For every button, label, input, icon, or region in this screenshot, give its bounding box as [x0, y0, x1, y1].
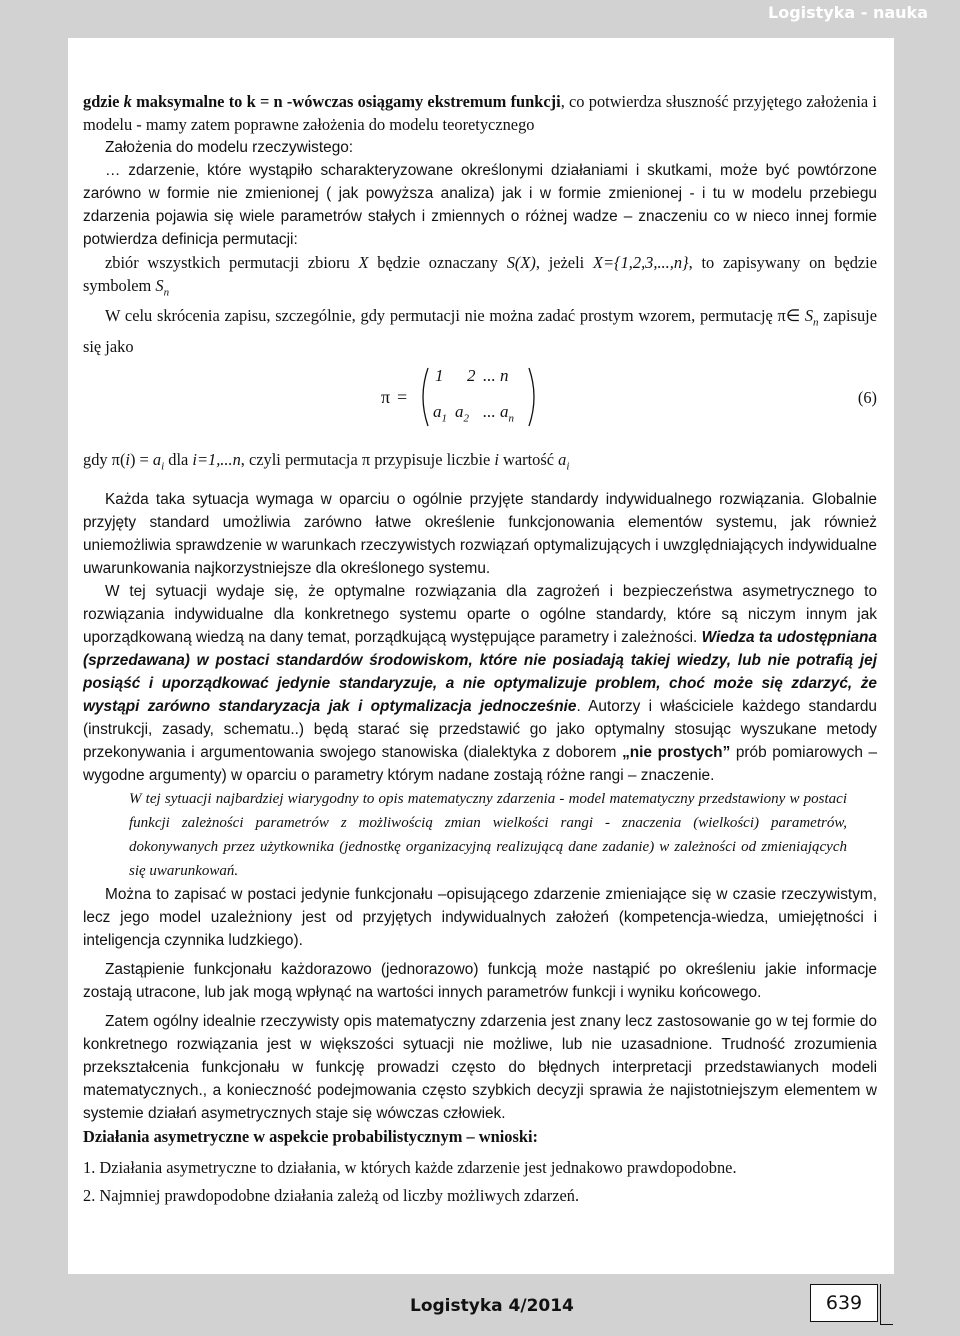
page-corner-decoration	[880, 1284, 893, 1325]
paragraph-formula-explanation: gdy $\pi(i) = a_i$ dla i=1,...n, czyli permutacja π przypisuje liczbie i wartość $a_i$	[83, 449, 570, 472]
set-definition: X={1,2,3,...,n}	[592, 253, 689, 272]
article-body	[83, 90, 877, 1212]
paragraph-general-description: Zatem ogólny idealnie rzeczywisty opis matematyczny zdarzenia jest znany lecz zastosowanie go w tej formie do konkretnego rozwiązania jest w większości sytuacji nie możliwe, lub nie uzasadnione. Trudność zrozumienia przekształcenia funkcjonału w funkcję prowadzi często do błędnych interpretacji przedstawianych modeli matematycznych., a konieczność podejmowania często szybkich decyzji sprawia że najistotniejszym elementem w systemie działań asymetrycznych staje się wówczas człowiek.	[83, 1012, 877, 1122]
matrix-cell: $a_1$	[433, 401, 447, 424]
text-segment: , jeżeli	[535, 253, 593, 272]
variable-SX: S(X)	[506, 253, 536, 272]
text-segment: będzie oznaczany	[368, 253, 507, 272]
paragraph-optimal-solutions: W tej sytuacji wydaje się, że optymalne rozwiązania dla zagrożeń i bezpieczeństwa asymetrycznego to rozwiązania indywidualne dla konkretnego systemu oparte o ogólne standardy, które są niczym innym jak uporządkowaną wiedzą na dany temat, porządkującą występujące parametry i zależności. Wiedza ta udostępniana (sprzedawana) w postaci standardów środowiskom, które nie posiadają takiej wiedzy, lub nie potrafią jej posiąść i uporządkować jedynie standaryzuje, a nie optymalizuje problem, choć może się zdarzyć, że wystąpi zarówno standaryzacja jak i optymalizacja jednocześnie. Autorzy i właściciele każdego standardu (instrukcji, zasady, schematu..) będą starać się przedstawić go jako optymalny stosując wyszukane metody przekonywania i argumentowania swojego stanowiska (dialektyka z doborem „nie prostych” prób pomiarowych – wygodne argumenty) w oparciu o parametry którym nadane zostają różne rangi – znaczenie.	[83, 582, 878, 784]
list-item: 1. Działania asymetryczne to działania, w których każde zdarzenie jest jednakowo prawdopodobne.	[83, 1157, 737, 1177]
paragraph-conclusion	[83, 90, 877, 136]
bold-statement	[83, 92, 561, 111]
conclusions-list	[83, 1156, 877, 1207]
quote-block: W tej sytuacji najbardziej wiarygodny to opis matematyczny zdarzenia - model matematyczny przedstawiony w postaci funkcji zależności parametrów z możliwością zmian wielkości rangi - znaczenia (wielkości) parametrów, dokonywanych przez użytkownika (jednostkę organizacyjną realizującą dane zadanie) w zależności od zmieniających się uwarunkowań.	[129, 790, 847, 879]
running-header: Logistyka - nauka	[768, 3, 928, 22]
emphasis-statement: Wiedza ta udostępniana (sprzedawana) w postaci standardów środowiskom, które nie posiadają takiej wiedzy, lub nie potrafią jej posiąść i uporządkować jedynie standaryzuje, a nie optymalizuje problem, choć może się zdarzyć, że wystąpi zarówno standaryzacja jak i optymalizacja jednocześnie	[83, 628, 877, 715]
matrix-cell: 1	[435, 365, 444, 385]
text-segment: , to zapisywany on będzie symbolem	[83, 253, 878, 295]
paragraph-functional: Można to zapisać w postaci jedynie funkcjonału –opisującego zdarzenie zmieniające się w czasie rzeczywistym, lecz jego model uzależniony jest od przyjętych indywidualnych założeń (kompetencja-wiedza, umiejętności i inteligencja czynnika ludzkiego).	[83, 885, 877, 949]
bold-text-2: maksymalne to k = n -wówczas osiągamy ekstremum funkcji	[131, 92, 561, 111]
paragraph-text: , co potwierdza słuszność przyjętego założenia i modelu - mamy zatem poprawne założenia do modelu teoretycznego	[83, 92, 877, 134]
matrix-cell: ... $a_n$	[483, 401, 514, 424]
section-heading: Działania asymetryczne w aspekcie probabilistycznym – wnioski:	[83, 1126, 538, 1146]
left-paren-icon	[416, 366, 430, 428]
paragraph-permutation-definition	[83, 251, 877, 304]
subscript-n: n	[813, 316, 819, 329]
variable-X: X	[358, 253, 369, 272]
list-item: 2. Najmniej prawdopodobne działania zależą od liczby możliwych zdarzeń.	[83, 1185, 580, 1205]
matrix-cell: $a_2$	[455, 401, 469, 424]
text-segment: W celu skrócenia zapisu, szczególnie, gdy permutacji nie można zadać prostym wzorem, permutację π∈	[105, 306, 805, 326]
journal-footer: Logistyka 4/2014	[410, 1296, 574, 1316]
page-number: 639	[810, 1284, 878, 1322]
paragraph-substitution: Zastąpienie funkcjonału każdorazowo (jednorazowo) funkcją może nastąpić po określeniu jakie informacje zostają utracone, lub jak mogą wpłynąć na wartości innych parametrów funkcji i wyniku końcowego.	[83, 960, 877, 1001]
formula-lhs: π	[381, 386, 391, 407]
symbol-S: S	[155, 276, 164, 295]
equation-number: (6)	[857, 387, 877, 407]
permutation-formula	[83, 360, 877, 436]
subscript-n: n	[163, 286, 170, 299]
text-segment: zbiór wszystkich permutacji zbioru	[105, 253, 359, 272]
formula-equals: =	[397, 386, 408, 407]
symbol-S: S	[804, 306, 814, 326]
paragraph-assumptions-heading: Założenia do modelu rzeczywistego:	[105, 139, 354, 156]
paragraph-notation	[83, 304, 877, 357]
variable-k: k	[123, 92, 132, 111]
emphasis-quote: „nie prostych”	[622, 743, 731, 761]
matrix-cell: ... n	[483, 365, 509, 385]
right-paren-icon	[527, 366, 541, 428]
paragraph-standards: Każda taka sytuacja wymaga w oparciu o ogólnie przyjęte standardy indywidualnego rozwiązania. Globalnie przyjęty standard umożliwia zarówno łatwe określenie funkcjonowania elementów systemu, jak również uniemożliwia sprawdzenie w warunkach rzeczywistych rozwiązań optymalizujących i uwzględniających indywidualne uwarunkowania najkorzystniejsze dla określonego systemu.	[83, 490, 877, 577]
paragraph-event-description: … zdarzenie, które wystąpiło scharakteryzowane określonymi działaniami i skutkami, może być powtórzone zarówno w formie nie zmienionej ( jak powyższa analiza) jak i w formie zmienionej - i tu w modelu przebiegu zdarzenia pojawia się wiele parametrów stałych i zmiennych o różnej wadze – znaczeniu co w nieco innej formie potwierdza definicja permutacji:	[83, 162, 877, 248]
text-segment: zapisuje się jako	[83, 306, 877, 356]
matrix-cell: 2	[467, 365, 476, 385]
bold-text-1: gdzie	[83, 92, 124, 111]
